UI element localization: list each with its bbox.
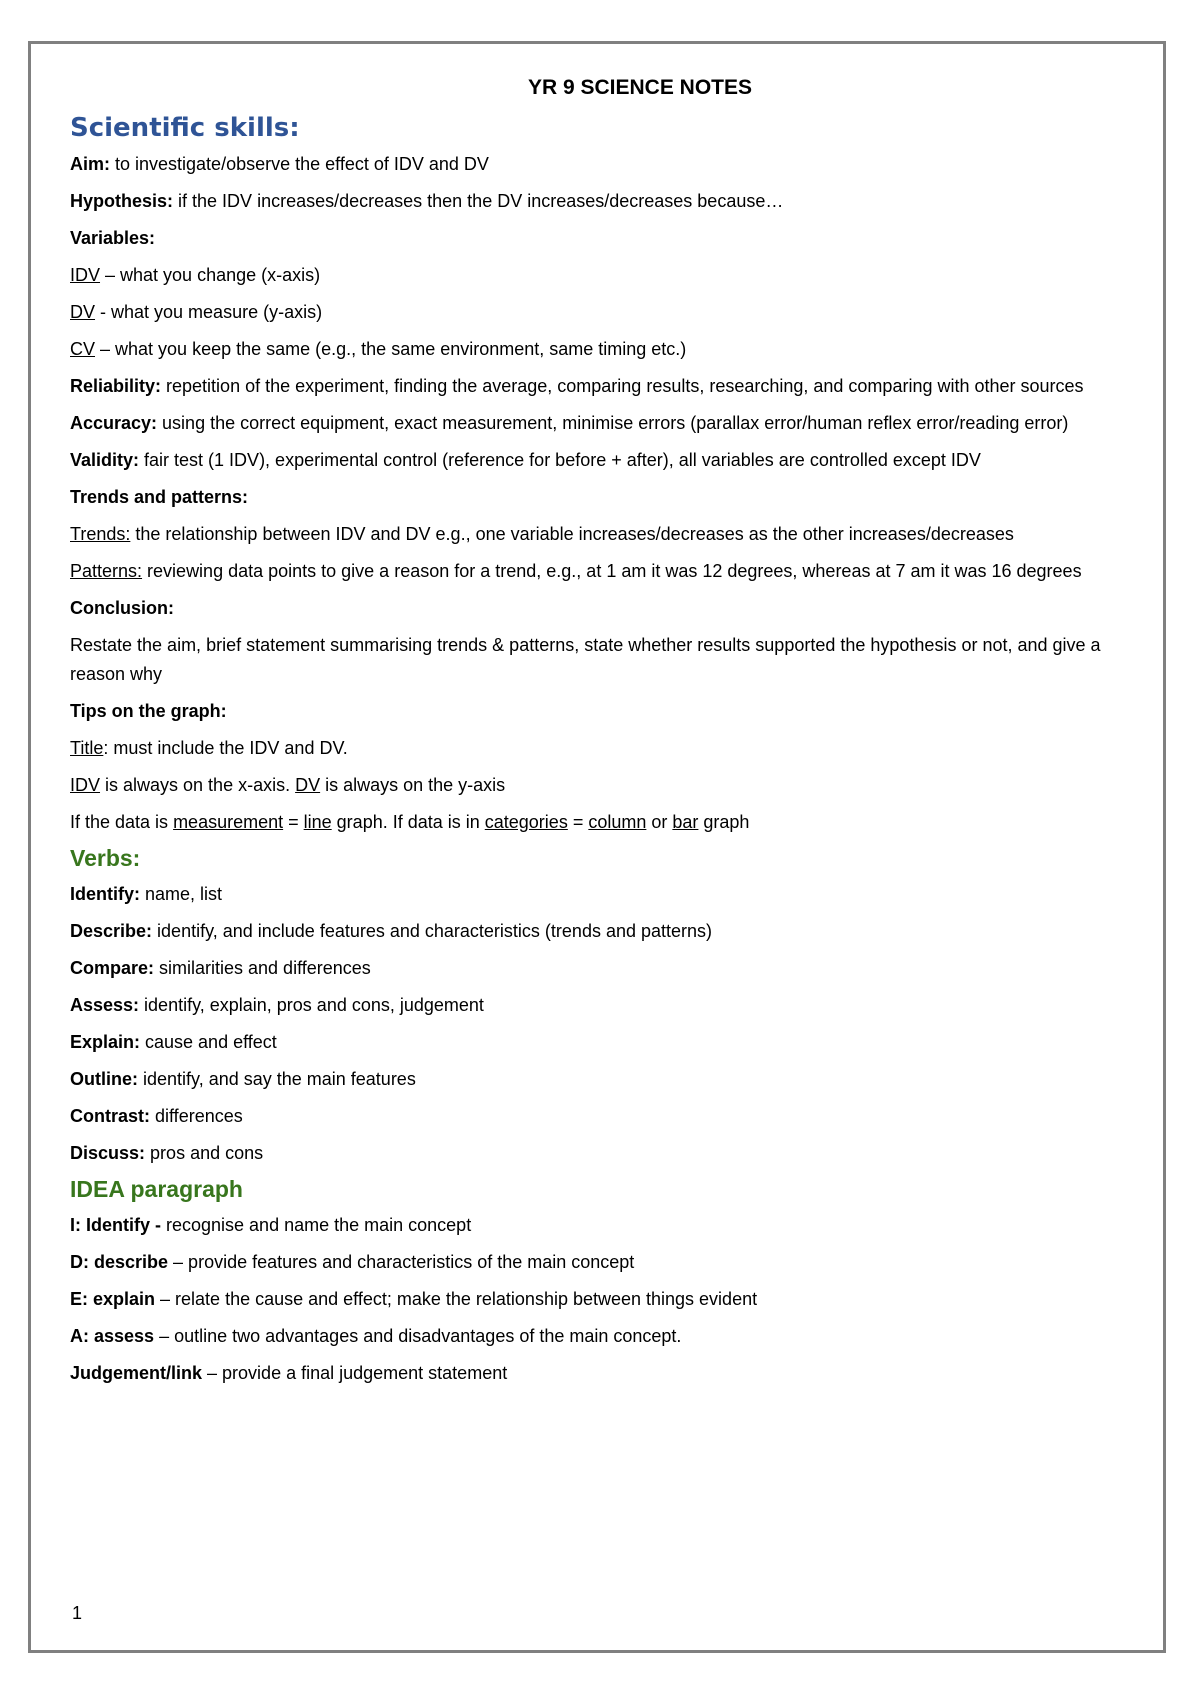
verb-text: cause and effect bbox=[140, 1032, 277, 1052]
idea-label: E: explain bbox=[70, 1289, 156, 1309]
graph-type-text-1: If the data is bbox=[70, 812, 174, 832]
graph-axes-idv: IDV bbox=[70, 775, 101, 795]
trends-term: Trends: bbox=[70, 524, 131, 544]
accuracy-line bbox=[70, 409, 1130, 438]
verb-text: identify, explain, pros and cons, judgement bbox=[139, 995, 484, 1015]
verb-text: name, list bbox=[140, 884, 223, 904]
page-number: 1 bbox=[72, 1603, 83, 1623]
graph-axes-line bbox=[70, 771, 1130, 800]
dv-line bbox=[70, 298, 1130, 327]
idea-item bbox=[70, 1211, 1130, 1240]
hypothesis-text: if the IDV increases/decreases then the DV increases/decreases because… bbox=[173, 191, 784, 211]
idea-item bbox=[70, 1285, 1130, 1314]
verb-text: identify, and say the main features bbox=[138, 1069, 416, 1089]
graph-type-measurement: measurement bbox=[173, 812, 284, 832]
idv-term: IDV bbox=[70, 265, 101, 285]
idea-label: A: assess bbox=[70, 1326, 155, 1346]
section-heading-scientific-skills: Scientific skills: bbox=[70, 113, 300, 143]
verb-item bbox=[70, 1028, 1130, 1057]
idea-text: – provide a final judgement statement bbox=[202, 1363, 508, 1383]
verb-label: Compare: bbox=[70, 958, 155, 978]
verb-label: Explain: bbox=[70, 1032, 141, 1052]
idea-item bbox=[70, 1322, 1130, 1351]
patterns-text: reviewing data points to give a reason for a trend, e.g., at 1 am it was 12 degrees, whereas at 7 am it was 16 degrees bbox=[142, 561, 1082, 581]
verb-label: Outline: bbox=[70, 1069, 138, 1089]
graph-title-line bbox=[70, 734, 1130, 763]
reliability-text: repetition of the experiment, finding the average, comparing results, researching, and comparing with other sources bbox=[161, 376, 1084, 396]
idv-text: – what you change (x-axis) bbox=[100, 265, 321, 285]
graph-type-text-5: or bbox=[646, 812, 673, 832]
verb-text: identify, and include features and characteristics (trends and patterns) bbox=[152, 921, 713, 941]
variables-heading: Variables: bbox=[70, 228, 156, 248]
validity-line bbox=[70, 446, 1130, 475]
idea-item bbox=[70, 1359, 1130, 1388]
conclusion-text: Restate the aim, brief statement summarising trends & patterns, state whether results supported the hypothesis or not, and give a reason why bbox=[70, 635, 1101, 684]
graph-title-term: Title bbox=[70, 738, 104, 758]
trends-text: the relationship between IDV and DV e.g., one variable increases/decreases as the other increases/decreases bbox=[130, 524, 1014, 544]
document-title: YR 9 SCIENCE NOTES bbox=[527, 76, 753, 99]
trends-heading: Trends and patterns: bbox=[70, 487, 249, 507]
graph-axes-dv: DV bbox=[295, 775, 321, 795]
verb-text: pros and cons bbox=[145, 1143, 264, 1163]
graph-type-categories: categories bbox=[484, 812, 568, 832]
validity-label: Validity: bbox=[70, 450, 140, 470]
graph-type-text-4: = bbox=[567, 812, 589, 832]
idea-label: I: Identify - bbox=[70, 1215, 161, 1235]
cv-text: – what you keep the same (e.g., the same environment, same timing etc.) bbox=[95, 339, 687, 359]
accuracy-label: Accuracy: bbox=[70, 413, 158, 433]
graph-type-bar: bar bbox=[672, 812, 699, 832]
verb-item bbox=[70, 1102, 1130, 1131]
verb-item bbox=[70, 917, 1130, 946]
patterns-line bbox=[70, 557, 1130, 586]
verb-item bbox=[70, 1065, 1130, 1094]
section-heading-verbs: Verbs: bbox=[70, 845, 141, 871]
idea-text: – relate the cause and effect; make the relationship between things evident bbox=[155, 1289, 758, 1309]
reliability-label: Reliability: bbox=[70, 376, 162, 396]
verb-text: differences bbox=[150, 1106, 243, 1126]
idea-item bbox=[70, 1248, 1130, 1277]
verb-item bbox=[70, 880, 1130, 909]
graph-type-column: column bbox=[588, 812, 647, 832]
cv-line bbox=[70, 335, 1130, 364]
verb-item bbox=[70, 954, 1130, 983]
graph-title-text: : must include the IDV and DV. bbox=[103, 738, 348, 758]
idea-text: – outline two advantages and disadvantages of the main concept. bbox=[154, 1326, 682, 1346]
verb-text: similarities and differences bbox=[154, 958, 371, 978]
idea-label: Judgement/link bbox=[70, 1363, 203, 1383]
graph-type-line-word: line bbox=[303, 812, 332, 832]
patterns-term: Patterns: bbox=[70, 561, 143, 581]
validity-text: fair test (1 IDV), experimental control (reference for before + after), all variables are controlled except IDV bbox=[139, 450, 981, 470]
idea-text: – provide features and characteristics of the main concept bbox=[168, 1252, 635, 1272]
idea-text: recognise and name the main concept bbox=[161, 1215, 472, 1235]
verb-item bbox=[70, 1139, 1130, 1168]
graph-type-text-3: graph. If data is in bbox=[331, 812, 485, 832]
dv-term: DV bbox=[70, 302, 96, 322]
cv-term: CV bbox=[70, 339, 96, 359]
verb-label: Discuss: bbox=[70, 1143, 146, 1163]
graph-type-text-2: = bbox=[283, 812, 304, 832]
graph-type-text-6: graph bbox=[698, 812, 750, 832]
idea-label: D: describe bbox=[70, 1252, 169, 1272]
dv-text: - what you measure (y-axis) bbox=[95, 302, 323, 322]
accuracy-text: using the correct equipment, exact measurement, minimise errors (parallax error/human reflex error/reading error) bbox=[157, 413, 1069, 433]
aim-line bbox=[70, 150, 1130, 179]
hypothesis-label: Hypothesis: bbox=[70, 191, 174, 211]
verb-label: Contrast: bbox=[70, 1106, 150, 1126]
aim-label: Aim: bbox=[70, 154, 110, 174]
graph-axes-text-1: is always on the x-axis. bbox=[100, 775, 296, 795]
hypothesis-line bbox=[70, 187, 1130, 216]
aim-text: to investigate/observe the effect of IDV and DV bbox=[110, 154, 489, 174]
graph-axes-text-2: is always on the y-axis bbox=[320, 775, 506, 795]
section-heading-idea-paragraph: IDEA paragraph bbox=[70, 1176, 243, 1202]
idv-line bbox=[70, 261, 1130, 290]
graph-tips-heading: Tips on the graph: bbox=[70, 701, 227, 721]
reliability-line bbox=[70, 372, 1130, 401]
trends-line bbox=[70, 520, 1130, 549]
verb-item bbox=[70, 991, 1130, 1020]
verb-label: Describe: bbox=[70, 921, 153, 941]
verb-label: Assess: bbox=[70, 995, 140, 1015]
document-body bbox=[70, 76, 1130, 1396]
graph-type-line bbox=[70, 808, 1130, 837]
conclusion-heading: Conclusion: bbox=[70, 598, 174, 618]
verb-label: Identify: bbox=[70, 884, 140, 904]
